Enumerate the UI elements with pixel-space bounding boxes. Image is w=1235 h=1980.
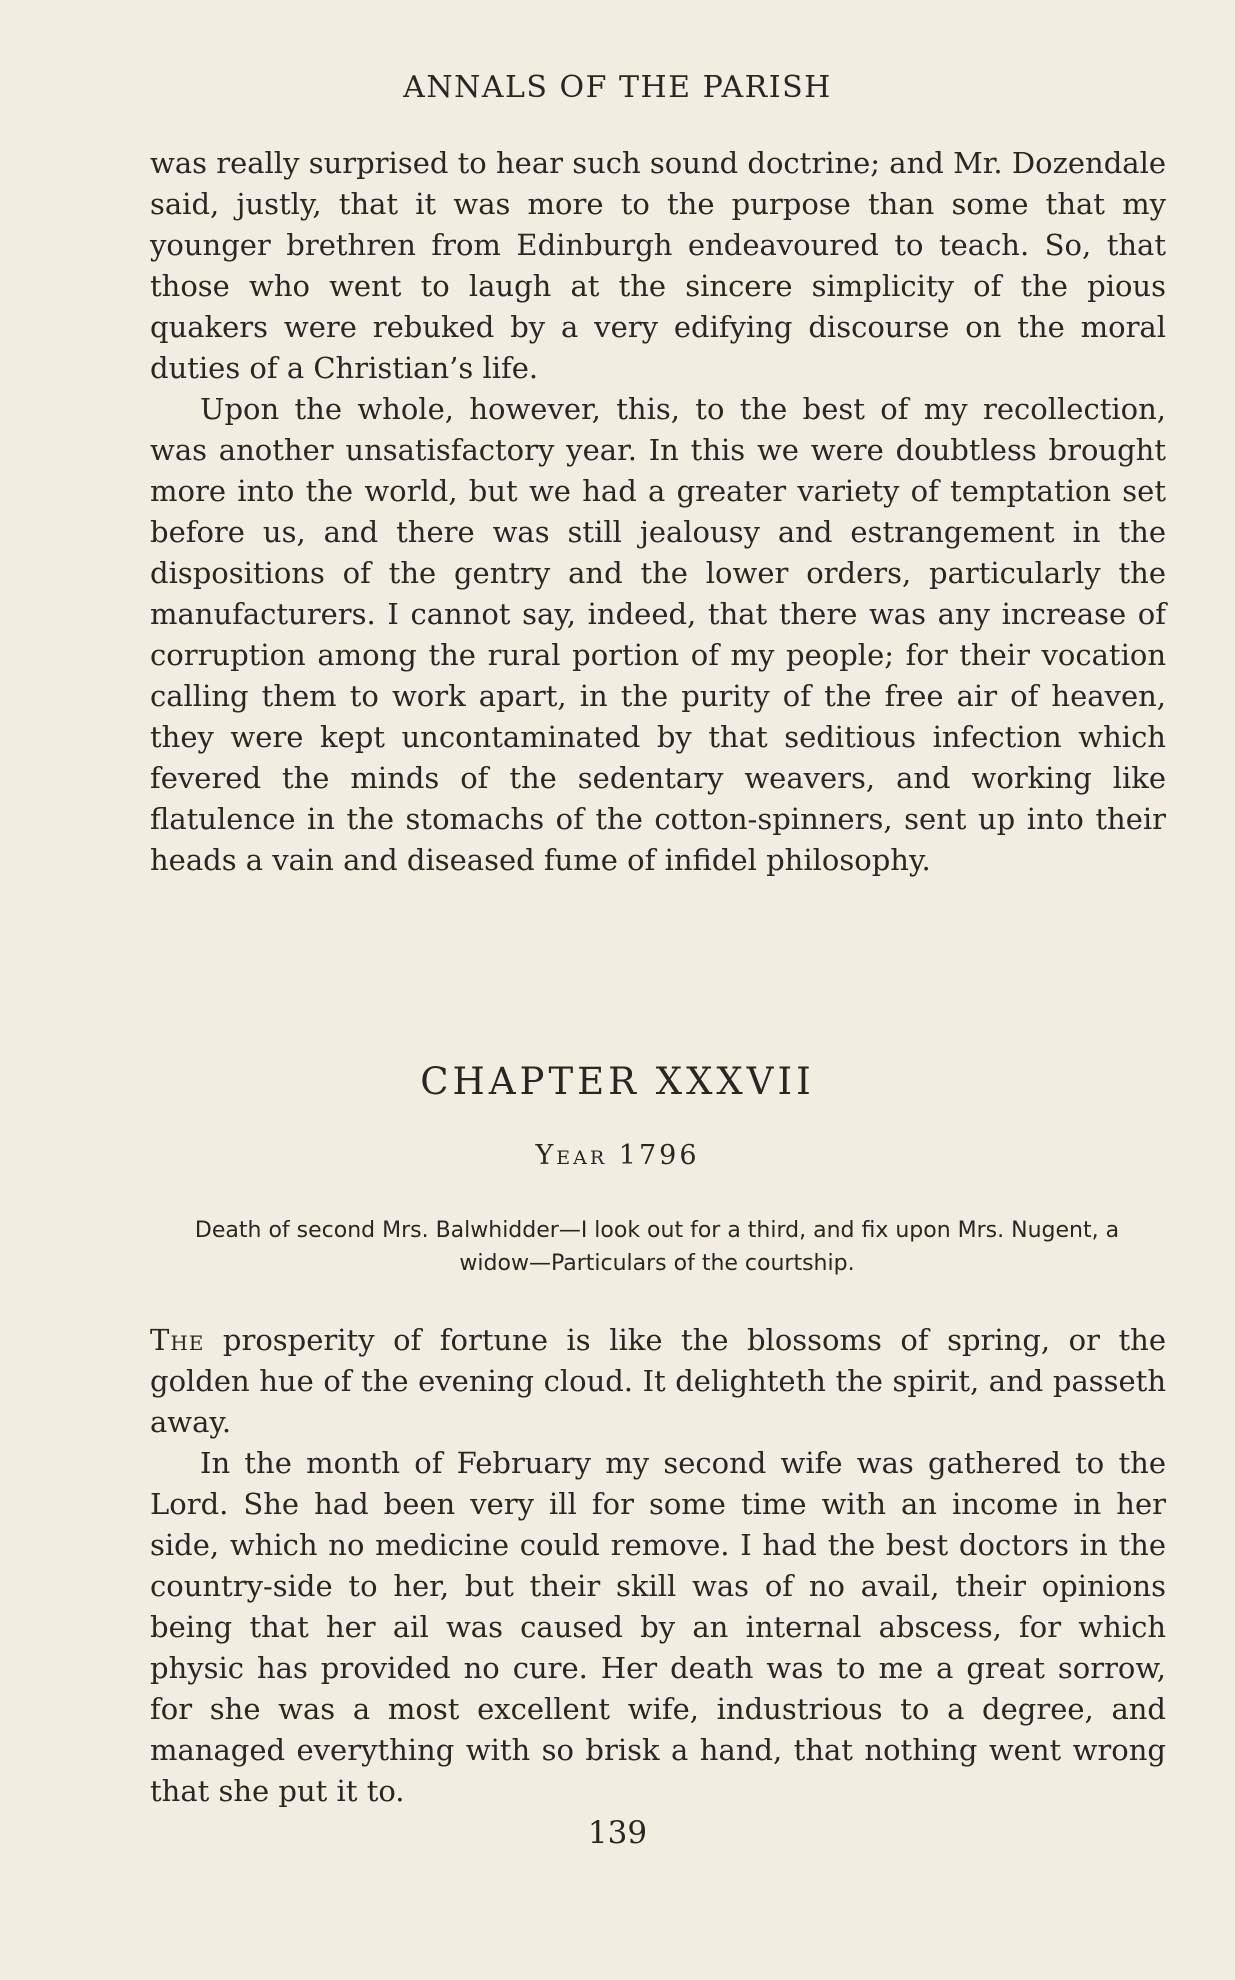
running-header: ANNALS OF THE PARISH <box>403 70 832 105</box>
opening-rest: prosperity of fortune is like the blossoms of spring, or the golden hue of the evening cloud. It delighteth the spirit, and passeth away. <box>150 1323 1166 1439</box>
chapter-text <box>150 1320 1166 1812</box>
continued-text <box>150 143 1166 881</box>
year-heading: Year 1796 <box>535 1140 700 1171</box>
paragraph-february: In the month of February my second wife was gathered to the Lord. She had been very ill for some time with an income in her side, which no medicine could remove. I had the best doctors in the country-side to her, but their skill was of no avail, their opinions being that her ail was caused by an internal abscess, for which physic has provided no cure. Her death was to me a great sorrow, for she was a most excellent wife, industrious to a degree, and managed everything with so brisk a hand, that nothing went wrong that she put it to. <box>150 1446 1166 1808</box>
lead-word: The <box>150 1323 205 1357</box>
chapter-title: CHAPTER XXXVII <box>420 1060 815 1103</box>
paragraph-continued: was really surprised to hear such sound doctrine; and Mr. Dozendale said, justly, that it was more to the purpose than some that my younger brethren from Edinburgh endeavoured to teach. So, that those who went to laugh at the sincere simplicity of the pious quakers were rebuked by a very edifying discourse on the moral duties of a Christian’s life. <box>150 146 1166 385</box>
paragraph-opening <box>150 1320 1166 1443</box>
page-number: 139 <box>587 1815 648 1851</box>
chapter-synopsis: Death of second Mrs. Balwhidder—I look out for a third, and fix upon Mrs. Nugent, a widow—Particulars of the courtship. <box>194 1218 1120 1276</box>
paragraph-upon-the-whole: Upon the whole, however, this, to the best of my recollection, was another unsatisfactory year. In this we were doubtless brought more into the world, but we had a greater variety of temptation set before us, and there was still jealousy and estrangement in the dispositions of the gentry and the lower orders, particularly the manufacturers. I cannot say, indeed, that there was any increase of corruption among the rural portion of my people; for their vocation calling them to work apart, in the purity of the free air of heaven, they were kept uncontaminated by that seditious infection which fevered the minds of the sedentary weavers, and working like flatulence in the stomachs of the cotton-spinners, sent up into their heads a vain and diseased fume of infidel philosophy. <box>150 392 1166 877</box>
